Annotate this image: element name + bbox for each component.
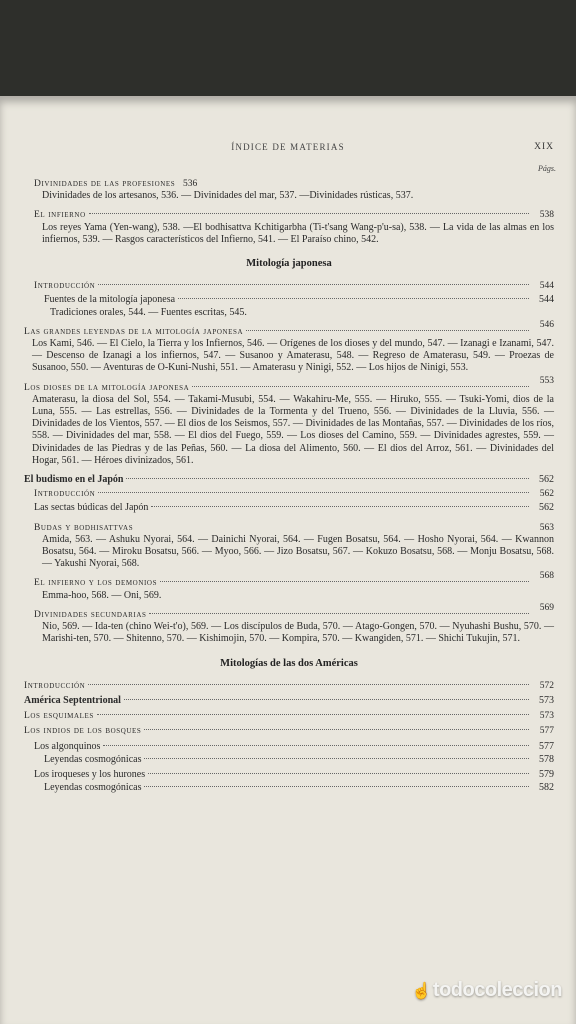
- entry-title: América Septentrional: [24, 694, 121, 706]
- entry-title: Los indios de los bosques: [24, 726, 142, 737]
- entry-heading: [24, 769, 554, 781]
- index-entry: [24, 294, 554, 318]
- entry-heading: [24, 695, 554, 707]
- entry-page: 538: [539, 210, 554, 221]
- index-entry: [24, 769, 554, 781]
- index-entry: [24, 754, 554, 766]
- watermark-logo: [412, 979, 563, 1002]
- leader-dots: [246, 330, 529, 331]
- entry-heading: [24, 488, 554, 500]
- section-title-americas: Mitologías de las dos Américas: [220, 657, 358, 669]
- index-entry: [24, 178, 554, 202]
- index-entry: [24, 782, 554, 794]
- entry-title: Leyendas cosmogónicas: [44, 753, 142, 765]
- leader-dots: [192, 386, 529, 387]
- index-entry: [24, 375, 554, 467]
- entry-page: 562: [539, 474, 554, 486]
- index-entry: [24, 741, 554, 753]
- entry-page: 563: [539, 522, 554, 533]
- entry-heading: [24, 319, 554, 338]
- entry-title: Los dioses de la mitología japonesa: [24, 382, 190, 393]
- watermark-text: todocoleccion: [432, 979, 562, 1001]
- entry-heading: [24, 375, 554, 394]
- entry-heading: [24, 294, 554, 306]
- entry-page: 573: [539, 694, 554, 706]
- entry-text: Los Kami, 546. — El Cielo, la Tierra y los Infiernos, 546. — Orígenes de los dioses y del mundo, 547. — Izanagi e Izanami, 547. — Descenso de Izanagi a los infiernos, 547. — Susanoo y Amaterasu, 548. — Regreso de Amaterasu, 549. — Proezas de Susanoo, 550. — Aventuras de O-Kuni-Nushi, 551. — Amaterasu y Ninigi, 552. — Los hijos de Ninigi, 553.: [32, 338, 554, 374]
- entry-page: 579: [539, 768, 554, 780]
- leader-dots: [98, 284, 529, 285]
- leader-dots: [126, 478, 529, 479]
- running-head: [0, 142, 576, 156]
- entry-text: Tradiciones orales, 544. — Fuentes escritas, 545.: [50, 306, 247, 318]
- entry-heading: [24, 710, 554, 722]
- entry-title: Introducción: [34, 281, 96, 292]
- leader-space: [136, 526, 529, 527]
- entry-page: 536: [183, 179, 198, 189]
- entry-heading: [24, 522, 554, 534]
- entry-page: 544: [539, 294, 554, 306]
- entry-page: 553: [539, 375, 554, 386]
- entry-text: Emma-hoo, 568. — Oni, 569.: [42, 589, 162, 601]
- entry-title: El budismo en el Japón: [24, 474, 124, 486]
- leader-dots: [178, 298, 529, 299]
- leader-dots: [103, 745, 529, 746]
- entry-heading: [24, 741, 554, 753]
- book-page: [0, 96, 576, 1024]
- entry-title: Fuentes de la mitología japonesa: [44, 294, 176, 306]
- index-entry: [24, 280, 554, 292]
- leader-dots: [144, 758, 529, 759]
- entry-heading: [24, 474, 554, 486]
- index-entry: [24, 710, 554, 722]
- leader-dots: [124, 699, 529, 700]
- entry-page: 568: [539, 571, 554, 582]
- entry-page: 577: [539, 726, 554, 737]
- entry-title: Las grandes leyendas de la mitología japonesa: [24, 326, 244, 337]
- entry-heading: [24, 502, 554, 514]
- leader-dots: [144, 729, 529, 730]
- entry-heading: [24, 725, 554, 737]
- entry-heading: [24, 571, 554, 589]
- entry-text: Amida, 563. — Ashuku Nyorai, 564. — Dainichi Nyorai, 564. — Fugen Bosatsu, 564. — Hosho Nyorai, 564. — Kwannon Bosatsu, 564. — Miroku Bosatsu, 566. — Myoo, 566. — Jizo Bosatsu, 567. — Kokuzo Bosatsu, 568. — Monju Bosatsu, 568. — Yakushi Nyorai, 568.: [42, 533, 554, 570]
- index-entry: [24, 725, 554, 737]
- entry-page: 546: [539, 319, 554, 330]
- entry-page: 572: [539, 680, 554, 691]
- entry-title: Divinidades secundarias: [34, 609, 147, 620]
- entry-title: Budas y bodhisattvas: [34, 522, 134, 533]
- hand-icon: ☝: [411, 983, 431, 1000]
- entry-page: 577: [539, 740, 554, 752]
- entry-title: Los esquimales: [24, 711, 94, 722]
- leader-dots: [89, 213, 529, 214]
- entry-text: Amaterasu, la diosa del Sol, 554. — Takami-Musubi, 554. — Wakahiru-Me, 555. — Hiruko, 555. — Tsuki-Yomi, dios de la Luna, 555. — Las estrellas, 556. — Divinidades de la Tormenta y del Trueno, 556. — Divinidades de la Lluvia, 556. — Divinidades de los Vientos, 557. — El dios de los Seismos, 557. — Divinidades de las Montañas, 557. — Divinidades de los ríos, 558. — Divinidades del mar, 558. — El dios del Fuego, 559. — Los dioses del Camino, 559. — Divinidades agrestes, 559. — Divinidades de las Piedras y de las Peñas, 560. — La diosa del Alimento, 560. — El dios del Arroz, 561. — Divinidades del Hogar, 561. — Héroes divinizados, 561.: [32, 393, 554, 466]
- entry-page: 562: [539, 502, 554, 514]
- entry-text: Nio, 569. — Ida-ten (chino Wei-t'o), 569. — Los discípulos de Buda, 570. — Atago-Gongen, 570. — Nyuhashi Bushu, 570. — Marishi-ten, 570. — Shitenno, 570. — Kishimojin, 570. — Kompira, 570. — Kwangiden, 571. — Shichi Tukujin, 571.: [42, 621, 554, 645]
- index-entry: [24, 474, 554, 486]
- entry-heading: [24, 680, 554, 692]
- entry-title: Las sectas búdicas del Japón: [34, 502, 149, 514]
- running-head-page-number: XIX: [534, 142, 554, 152]
- leader-dots: [98, 492, 529, 493]
- index-entry: [24, 602, 554, 646]
- leader-dots: [151, 506, 529, 507]
- entry-title: El infierno y los demonios: [34, 578, 158, 589]
- index-entry: [24, 522, 554, 571]
- entry-page: 562: [539, 489, 554, 500]
- entry-heading: [24, 754, 554, 766]
- leader-dots: [97, 714, 529, 715]
- entry-title: Leyendas cosmogónicas: [44, 782, 142, 794]
- leader-dots: [160, 581, 529, 582]
- entry-page: 573: [539, 711, 554, 722]
- entry-heading: [24, 280, 554, 292]
- index-entry: [24, 488, 554, 500]
- entry-title: El infierno: [34, 210, 86, 221]
- leader-dots: [148, 773, 529, 774]
- section-title-japonesa: Mitología japonesa: [246, 258, 332, 270]
- entry-page: 578: [539, 753, 554, 765]
- entry-title: Los algonquinos: [34, 740, 101, 752]
- index-entry: [24, 209, 554, 246]
- index-entry: [24, 695, 554, 707]
- entry-page: 544: [539, 281, 554, 292]
- leader-dots: [88, 684, 529, 685]
- leader-dots: [149, 613, 529, 614]
- entry-heading: [24, 782, 554, 794]
- entry-page: 569: [539, 602, 554, 613]
- index-entry: [24, 319, 554, 375]
- entry-heading: [24, 602, 554, 621]
- index-entry: [24, 680, 554, 692]
- entry-page: 582: [539, 782, 554, 794]
- entry-text: Divinidades de los artesanos, 536. — Divinidades del mar, 537. —Divinidades rústicas, 537.: [42, 190, 414, 202]
- entry-title: Los iroqueses y los hurones: [34, 768, 146, 780]
- pags-label: Págs.: [538, 164, 556, 173]
- entry-text: Los reyes Yama (Yen-wang), 538. —El bodhisattva Kchitigarbha (Ti-t'sang Wang-p'u-sa), 538. — La vida de las almas en los infiernos, 539. — Rasgos característicos del Infierno, 541. — El Paraíso chino, 542.: [42, 221, 554, 245]
- entry-title: Introducción: [24, 680, 86, 691]
- leader-dots: [144, 786, 529, 787]
- entry-heading: [24, 209, 554, 221]
- entry-title: Divinidades de las profesiones: [34, 179, 176, 189]
- index-entry: [24, 571, 554, 601]
- entry-title: Introducción: [34, 489, 96, 500]
- index-content: [24, 178, 554, 801]
- running-head-title: ÍNDICE DE MATERIAS: [231, 142, 345, 152]
- index-entry: [24, 502, 554, 514]
- entry-heading: [24, 178, 554, 190]
